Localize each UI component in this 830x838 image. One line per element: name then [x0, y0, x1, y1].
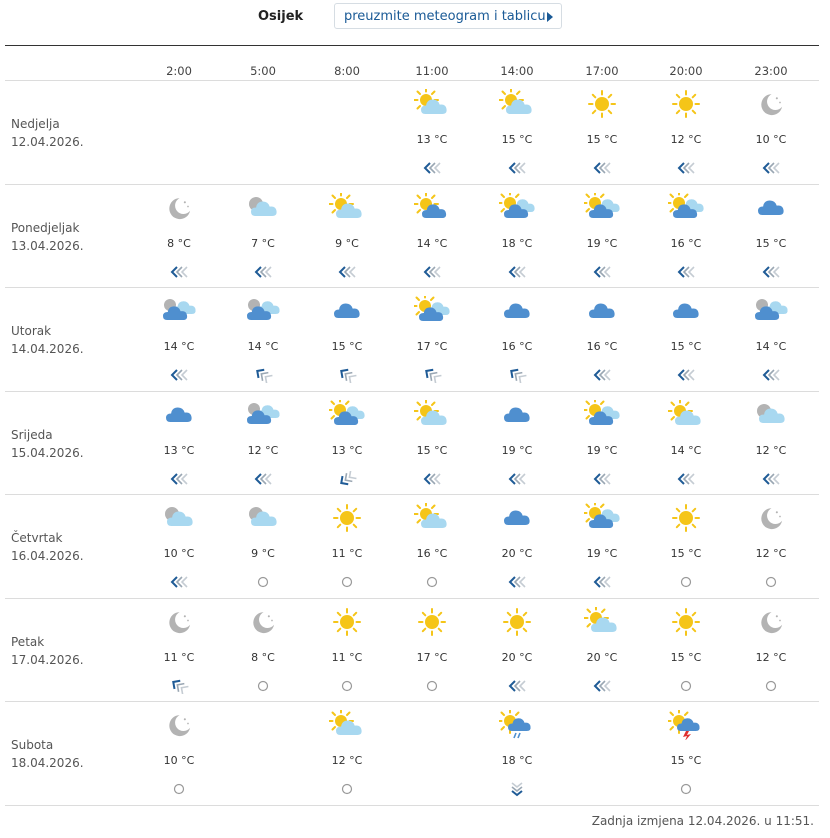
calm-wind-icon [168, 781, 190, 797]
sun-cloud-icon [668, 400, 704, 430]
day-row [5, 185, 819, 288]
moon-cloud-icon [245, 503, 281, 533]
calm-wind-icon [421, 574, 443, 590]
forecast-cell [392, 495, 472, 598]
forecast-cell [646, 702, 726, 805]
temperature: 15 °C [670, 651, 702, 664]
temperature: 13 °C [163, 444, 195, 457]
day-label [11, 115, 84, 151]
wind-direction-left-icon [168, 264, 190, 280]
wind-direction-left-icon [760, 264, 782, 280]
day-label [11, 219, 84, 255]
forecast-cell [731, 288, 811, 391]
wind-direction-left-icon [421, 471, 443, 487]
forecast-cell [139, 599, 219, 701]
moon-icon [245, 607, 281, 637]
wind-direction-up-left-icon [168, 678, 190, 694]
day-label [11, 529, 84, 565]
forecast-cell [139, 288, 219, 391]
forecast-cell [392, 81, 472, 184]
moon-cloud-icon [753, 400, 789, 430]
forecast-cell [223, 185, 303, 287]
forecast-cell [562, 185, 642, 287]
sun-clouds-icon [584, 193, 620, 223]
sun-icon [668, 503, 704, 533]
sun-dark-cloud-icon [414, 193, 450, 223]
forecast-cell [731, 81, 811, 184]
calm-wind-icon [252, 574, 274, 590]
temperature: 11 °C [331, 547, 363, 560]
cloud-icon [499, 296, 535, 326]
day-name: Ponedjeljak [11, 221, 80, 235]
wind-direction-up-left-icon [506, 367, 528, 383]
calm-wind-icon [675, 781, 697, 797]
forecast-cell [646, 495, 726, 598]
hour-label: 8:00 [334, 64, 360, 78]
calm-wind-icon [336, 678, 358, 694]
hour-label: 17:00 [585, 64, 619, 78]
temperature: 20 °C [501, 651, 533, 664]
temperature: 11 °C [163, 651, 195, 664]
forecast-cell [646, 81, 726, 184]
sun-cloud-icon [329, 193, 365, 223]
wind-direction-left-icon [168, 367, 190, 383]
temperature: 19 °C [501, 444, 533, 457]
calm-wind-icon [760, 574, 782, 590]
forecast-cell [307, 599, 387, 701]
sun-clouds-icon [584, 400, 620, 430]
temperature: 14 °C [755, 340, 787, 353]
temperature: 14 °C [670, 444, 702, 457]
wind-direction-left-icon [591, 471, 613, 487]
temperature: 16 °C [416, 547, 448, 560]
hour-label: 11:00 [415, 64, 449, 78]
temperature: 17 °C [416, 651, 448, 664]
wind-direction-left-icon [506, 264, 528, 280]
day-date: 16.04.2026. [11, 549, 84, 563]
sun-cloud-icon [329, 710, 365, 740]
temperature: 12 °C [670, 133, 702, 146]
forecast-cell [223, 599, 303, 701]
temperature: 13 °C [331, 444, 363, 457]
moon-cloud-icon [245, 193, 281, 223]
forecast-cell [223, 495, 303, 598]
temperature: 9 °C [335, 237, 359, 250]
temperature: 16 °C [670, 237, 702, 250]
moon-icon [753, 503, 789, 533]
temperature: 10 °C [163, 754, 195, 767]
sun-clouds-icon [329, 400, 365, 430]
moon-clouds-icon [245, 296, 281, 326]
hour-label: 5:00 [250, 64, 276, 78]
forecast-cell [646, 599, 726, 701]
wind-direction-up-left-icon [421, 367, 443, 383]
forecast-cell [731, 392, 811, 494]
meteogram-link-label[interactable]: preuzmite meteogram i tablicu [344, 9, 546, 24]
temperature: 18 °C [501, 754, 533, 767]
sun-icon [414, 607, 450, 637]
wind-direction-left-icon [252, 264, 274, 280]
day-label [11, 426, 84, 462]
moon-icon [753, 89, 789, 119]
cloud-icon [161, 400, 197, 430]
hour-label: 2:00 [166, 64, 192, 78]
forecast-cell [307, 185, 387, 287]
calm-wind-icon [336, 781, 358, 797]
forecast-cell [477, 495, 557, 598]
forecast-cell [392, 599, 472, 701]
temperature: 17 °C [416, 340, 448, 353]
wind-direction-left-icon [506, 574, 528, 590]
forecast-cell [139, 185, 219, 287]
hour-label: 20:00 [669, 64, 703, 78]
sun-clouds-icon [499, 193, 535, 223]
wind-direction-left-icon [675, 367, 697, 383]
day-row [5, 702, 819, 806]
sun-rain-icon [499, 710, 535, 740]
sun-clouds-icon [584, 503, 620, 533]
temperature: 12 °C [755, 547, 787, 560]
day-name: Četvrtak [11, 531, 63, 545]
forecast-cell [477, 599, 557, 701]
moon-icon [753, 607, 789, 637]
temperature: 15 °C [755, 237, 787, 250]
temperature: 14 °C [416, 237, 448, 250]
city-name: Osijek [258, 9, 304, 24]
last-updated: Zadnja izmjena 12.04.2026. u 11:51. [591, 814, 814, 828]
sun-icon [668, 89, 704, 119]
sun-cloud-icon [584, 607, 620, 637]
forecast-cell [392, 392, 472, 494]
temperature: 19 °C [586, 237, 618, 250]
sun-icon [668, 607, 704, 637]
moon-clouds-icon [245, 400, 281, 430]
forecast-cell [562, 288, 642, 391]
temperature: 12 °C [247, 444, 279, 457]
wind-direction-left-icon [675, 264, 697, 280]
cloud-icon [584, 296, 620, 326]
temperature: 9 °C [251, 547, 275, 560]
calm-wind-icon [336, 574, 358, 590]
temperature: 12 °C [755, 444, 787, 457]
temperature: 20 °C [586, 651, 618, 664]
cloud-icon [329, 296, 365, 326]
day-date: 18.04.2026. [11, 756, 84, 770]
forecast-cell [223, 392, 303, 494]
forecast-cell [477, 81, 557, 184]
temperature: 10 °C [163, 547, 195, 560]
temperature: 15 °C [670, 547, 702, 560]
meteogram-download-link[interactable] [334, 3, 562, 29]
temperature: 12 °C [331, 754, 363, 767]
temperature: 8 °C [251, 651, 275, 664]
cloud-icon [499, 503, 535, 533]
cloud-icon [753, 193, 789, 223]
wind-direction-left-icon [336, 264, 358, 280]
temperature: 19 °C [586, 547, 618, 560]
forecast-cell [562, 392, 642, 494]
sun-cloud-icon [414, 503, 450, 533]
forecast-cell [562, 599, 642, 701]
calm-wind-icon [675, 574, 697, 590]
moon-icon [161, 710, 197, 740]
forecast-cell [731, 185, 811, 287]
forecast-cell [731, 599, 811, 701]
temperature: 18 °C [501, 237, 533, 250]
calm-wind-icon [760, 678, 782, 694]
day-name: Petak [11, 635, 45, 649]
wind-direction-left-icon [760, 471, 782, 487]
wind-direction-left-icon [591, 264, 613, 280]
caret-right-icon [545, 10, 555, 24]
temperature: 11 °C [331, 651, 363, 664]
wind-direction-left-icon [421, 160, 443, 176]
day-date: 17.04.2026. [11, 653, 84, 667]
cloud-icon [668, 296, 704, 326]
forecast-cell [139, 702, 219, 805]
temperature: 16 °C [501, 340, 533, 353]
forecast-cell [477, 702, 557, 805]
wind-direction-left-icon [421, 264, 443, 280]
day-row [5, 495, 819, 599]
day-row [5, 392, 819, 495]
moon-clouds-icon [753, 296, 789, 326]
wind-direction-down-icon [506, 781, 528, 797]
day-label [11, 633, 84, 669]
day-row [5, 599, 819, 702]
wind-direction-left-icon [252, 471, 274, 487]
sun-clouds-icon [414, 296, 450, 326]
temperature: 10 °C [755, 133, 787, 146]
temperature: 8 °C [167, 237, 191, 250]
temperature: 13 °C [416, 133, 448, 146]
forecast-cell [307, 288, 387, 391]
wind-direction-up-left-icon [252, 367, 274, 383]
forecast-cell [646, 392, 726, 494]
temperature: 15 °C [670, 754, 702, 767]
wind-direction-left-icon [591, 160, 613, 176]
forecast-cell [307, 702, 387, 805]
day-label [11, 322, 84, 358]
wind-direction-left-icon [168, 471, 190, 487]
moon-cloud-icon [161, 503, 197, 533]
wind-direction-left-icon [760, 160, 782, 176]
temperature: 15 °C [501, 133, 533, 146]
calm-wind-icon [252, 678, 274, 694]
day-row [5, 288, 819, 392]
sun-thunderstorm-icon [668, 710, 704, 740]
forecast-cell [307, 495, 387, 598]
temperature: 15 °C [586, 133, 618, 146]
temperature: 15 °C [331, 340, 363, 353]
forecast-cell [562, 81, 642, 184]
wind-direction-up-left-icon [336, 367, 358, 383]
wind-direction-left-icon [506, 160, 528, 176]
top-bar [0, 0, 830, 46]
wind-direction-left-icon [506, 471, 528, 487]
forecast-cell [646, 185, 726, 287]
day-name: Subota [11, 738, 54, 752]
wind-direction-left-icon [760, 367, 782, 383]
hour-label: 23:00 [754, 64, 788, 78]
day-name: Utorak [11, 324, 52, 338]
sun-clouds-icon [668, 193, 704, 223]
day-date: 13.04.2026. [11, 239, 84, 253]
wind-direction-left-icon [675, 471, 697, 487]
sun-icon [499, 607, 535, 637]
temperature: 7 °C [251, 237, 275, 250]
hours-header-row [5, 46, 819, 81]
temperature: 15 °C [416, 444, 448, 457]
sun-icon [584, 89, 620, 119]
wind-direction-left-icon [591, 574, 613, 590]
sun-cloud-icon [414, 400, 450, 430]
wind-direction-left-icon [675, 160, 697, 176]
temperature: 14 °C [247, 340, 279, 353]
temperature: 16 °C [586, 340, 618, 353]
wind-direction-left-icon [168, 574, 190, 590]
day-name: Srijeda [11, 428, 53, 442]
sun-icon [329, 503, 365, 533]
temperature: 12 °C [755, 651, 787, 664]
forecast-cell [731, 495, 811, 598]
calm-wind-icon [421, 678, 443, 694]
forecast-cell [562, 495, 642, 598]
forecast-cell [307, 392, 387, 494]
cloud-icon [499, 400, 535, 430]
day-date: 14.04.2026. [11, 342, 84, 356]
forecast-cell [392, 288, 472, 391]
sun-cloud-icon [414, 89, 450, 119]
day-row [5, 81, 819, 185]
forecast-cell [392, 185, 472, 287]
forecast-cell [139, 392, 219, 494]
hour-label: 14:00 [500, 64, 534, 78]
day-label [11, 736, 84, 772]
forecast-cell [646, 288, 726, 391]
forecast-cell [477, 288, 557, 391]
day-date: 15.04.2026. [11, 446, 84, 460]
wind-direction-left-icon [506, 678, 528, 694]
temperature: 20 °C [501, 547, 533, 560]
temperature: 19 °C [586, 444, 618, 457]
day-name: Nedjelja [11, 117, 60, 131]
forecast-cell [139, 495, 219, 598]
forecast-cell [477, 392, 557, 494]
moon-clouds-icon [161, 296, 197, 326]
sun-cloud-icon [499, 89, 535, 119]
wind-direction-left-icon [591, 367, 613, 383]
day-date: 12.04.2026. [11, 135, 84, 149]
moon-icon [161, 193, 197, 223]
wind-direction-left-icon [591, 678, 613, 694]
moon-icon [161, 607, 197, 637]
temperature: 15 °C [670, 340, 702, 353]
forecast-cell [223, 288, 303, 391]
wind-direction-down-left-icon [336, 471, 358, 487]
forecast-cell [477, 185, 557, 287]
temperature: 14 °C [163, 340, 195, 353]
calm-wind-icon [675, 678, 697, 694]
sun-icon [329, 607, 365, 637]
